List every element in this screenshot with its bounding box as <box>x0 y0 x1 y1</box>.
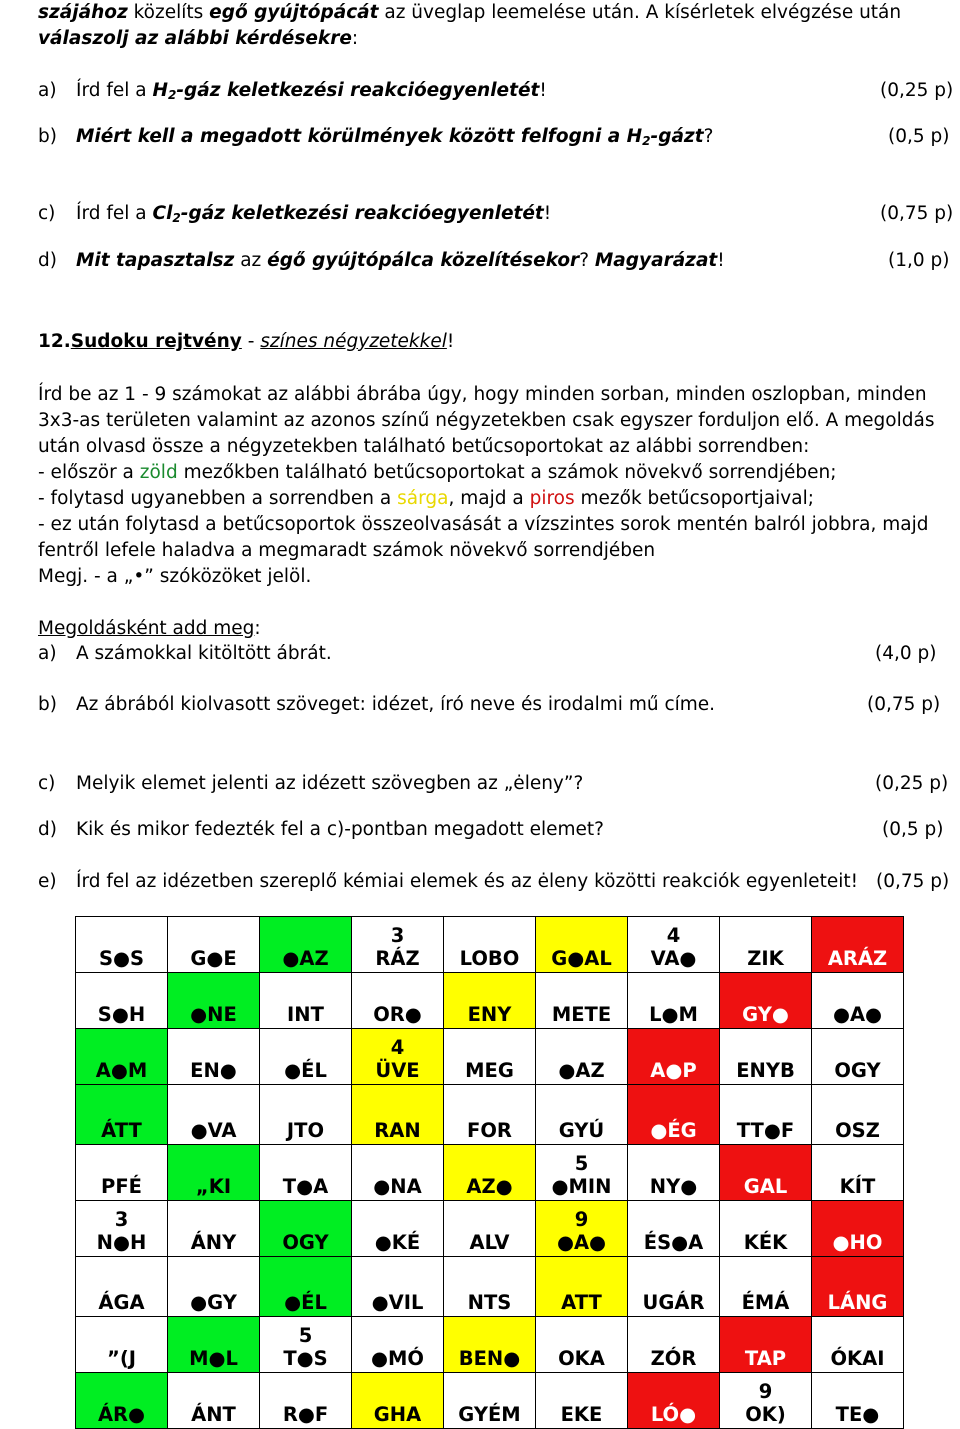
intro-line-1 <box>38 2 901 24</box>
item-text-part: Mit tapasztalsz <box>76 250 235 271</box>
cell-letters: OSZ <box>835 1119 880 1142</box>
sudoku-cell[interactable] <box>168 1085 260 1145</box>
sudoku-cell[interactable] <box>444 1145 536 1201</box>
sudoku-cell[interactable] <box>812 1317 904 1373</box>
sudoku-cell[interactable] <box>720 1145 812 1201</box>
sudoku-row <box>76 1145 904 1201</box>
cell-letters: LÓ● <box>650 1403 697 1426</box>
sudoku-cell[interactable] <box>168 1373 260 1429</box>
cell-letters: ●ÉL <box>284 1291 327 1314</box>
cell-letters: KÉK <box>743 1231 788 1254</box>
cell-letters: GAL <box>743 1175 788 1198</box>
cell-letters: ZIK <box>747 947 784 970</box>
intro-text: : <box>351 28 359 49</box>
item-text-part: 2 <box>642 134 651 148</box>
item-text <box>76 80 547 102</box>
solution-colon: : <box>254 618 261 639</box>
cell-letters: INT <box>287 1003 324 1026</box>
intro-text: az üveglap leemelése után. A kísérletek elvégzése után <box>378 2 902 23</box>
cell-letters: ÉMÁ <box>741 1291 790 1314</box>
instruction-line: Írd be az 1 - 9 számokat az alábbi ábrába úgy, hogy minden sorban, minden oszlopban, minden <box>38 384 927 405</box>
cell-letters: ●A● <box>832 1003 883 1026</box>
question-title: Sudoku rejtvény <box>70 331 242 352</box>
item-letter: d) <box>38 250 57 271</box>
sudoku-cell[interactable] <box>444 973 536 1029</box>
sudoku-cell[interactable] <box>352 917 444 973</box>
cell-letters: ENY <box>467 1003 512 1026</box>
cell-letters: ALV <box>469 1231 510 1254</box>
cell-letters: ●MÓ <box>371 1347 424 1370</box>
item-text-part: ! <box>539 80 547 101</box>
sudoku-row <box>76 1085 904 1145</box>
sudoku-cell[interactable] <box>536 1317 628 1373</box>
answer-text: Írd fel az idézetben szereplő kémiai elemek és az ėleny közötti reakciók egyenleteit! <box>76 871 859 892</box>
instruction-text: - először a <box>38 462 140 483</box>
sudoku-cell[interactable] <box>260 973 352 1029</box>
item-text-part: -gázt <box>650 126 704 147</box>
cell-letters: „KI <box>195 1175 232 1198</box>
sudoku-cell[interactable] <box>720 1257 812 1317</box>
answer-item <box>0 773 960 797</box>
cell-letters: ●NE <box>190 1003 237 1026</box>
item-text-part: -gáz keletkezési reakcióegyenletét <box>180 203 544 224</box>
sudoku-row <box>76 1373 904 1429</box>
yellow-word: sárga <box>397 488 449 509</box>
instruction-line-green <box>38 462 836 484</box>
cell-number: 4 <box>390 1036 405 1059</box>
cell-number: 4 <box>666 924 681 947</box>
sudoku-cell[interactable] <box>352 1317 444 1373</box>
cell-letters: OK) <box>745 1403 786 1426</box>
intro-text: közelíts <box>127 2 210 23</box>
sudoku-cell[interactable] <box>628 1257 720 1317</box>
cell-letters: TE● <box>835 1403 880 1426</box>
sudoku-cell[interactable] <box>812 1085 904 1145</box>
cell-letters: ●GY <box>190 1291 237 1314</box>
item-text <box>76 126 713 148</box>
sudoku-row <box>76 1029 904 1085</box>
answer-points: (0,75 p) <box>867 694 941 715</box>
answer-text: Kik és mikor fedezték fel a c)-pontban megadott elemet? <box>76 819 604 840</box>
sudoku-cell[interactable] <box>628 1317 720 1373</box>
answer-item <box>0 643 960 667</box>
sudoku-cell[interactable] <box>628 1029 720 1085</box>
question-11-item <box>0 80 960 104</box>
sudoku-cell[interactable] <box>536 1145 628 1201</box>
cell-letters: R●F <box>282 1403 329 1426</box>
cell-letters: M●L <box>189 1347 238 1370</box>
cell-letters: LÁNG <box>827 1291 888 1314</box>
sudoku-cell[interactable] <box>260 1201 352 1257</box>
cell-letters: G●AL <box>551 947 612 970</box>
intro-text: egő gyújtópácát <box>209 2 379 23</box>
cell-letters: N●H <box>96 1231 147 1254</box>
instruction-text: mezőkben található betűcsoportokat a számok növekvő sorrendjében; <box>177 462 837 483</box>
item-points: (0,75 p) <box>880 203 954 224</box>
item-text-part: ! <box>717 250 725 271</box>
sudoku-cell[interactable] <box>628 973 720 1029</box>
sudoku-row <box>76 917 904 973</box>
item-text <box>76 250 725 271</box>
sudoku-cell[interactable] <box>260 1317 352 1373</box>
cell-letters: OGY <box>834 1059 881 1082</box>
cell-letters: ARÁZ <box>827 947 888 970</box>
sudoku-cell[interactable] <box>628 917 720 973</box>
sudoku-cell[interactable] <box>168 917 260 973</box>
sudoku-cell[interactable] <box>812 1029 904 1085</box>
sudoku-cell[interactable] <box>444 1085 536 1145</box>
cell-letters: OR● <box>373 1003 422 1026</box>
sudoku-cell[interactable] <box>352 1373 444 1429</box>
item-text-part: 2 <box>167 88 177 102</box>
sudoku-cell[interactable] <box>260 1257 352 1317</box>
sudoku-cell[interactable] <box>444 1029 536 1085</box>
sudoku-cell[interactable] <box>168 1317 260 1373</box>
cell-letters: RÁZ <box>375 947 420 970</box>
cell-letters: GY● <box>742 1003 789 1026</box>
instruction-line-yellow-red <box>38 488 814 510</box>
item-letter: b) <box>38 126 57 147</box>
cell-letters: ÉS●A <box>643 1231 704 1254</box>
sudoku-cell[interactable] <box>260 1373 352 1429</box>
sudoku-cell[interactable] <box>812 1145 904 1201</box>
answer-item <box>0 694 960 718</box>
item-text-part: Miért kell a megadott körülmények között felfogni a H <box>76 126 643 147</box>
cell-letters: ●VA <box>190 1119 237 1142</box>
cell-letters: GYÉM <box>458 1403 521 1426</box>
sudoku-cell[interactable] <box>260 1085 352 1145</box>
cell-letters: OGY <box>282 1231 329 1254</box>
sudoku-cell[interactable] <box>352 1085 444 1145</box>
cell-letters: TT●F <box>736 1119 795 1142</box>
sudoku-cell[interactable] <box>720 1373 812 1429</box>
cell-letters: MEG <box>465 1059 514 1082</box>
intro-text: válaszolj az alábbi kérdésekre <box>38 28 352 49</box>
sudoku-cell[interactable] <box>260 1029 352 1085</box>
sudoku-cell[interactable] <box>76 1373 168 1429</box>
sudoku-cell[interactable] <box>536 917 628 973</box>
cell-letters: A●P <box>650 1059 697 1082</box>
cell-letters: T●A <box>282 1175 329 1198</box>
sudoku-cell[interactable] <box>720 917 812 973</box>
cell-letters: ÁTT <box>101 1119 142 1142</box>
sudoku-cell[interactable] <box>76 1257 168 1317</box>
cell-letters: ÁNY <box>190 1231 237 1254</box>
instruction-line: fentről lefele haladva a megmaradt számok növekvő sorrendjében <box>38 540 656 561</box>
sudoku-cell[interactable] <box>536 1201 628 1257</box>
sudoku-cell[interactable] <box>812 973 904 1029</box>
intro-text: szájához <box>38 2 128 23</box>
cell-letters: ”(J <box>107 1347 136 1370</box>
cell-letters: EKE <box>560 1403 603 1426</box>
cell-letters: RAN <box>374 1119 421 1142</box>
sudoku-cell[interactable] <box>444 1373 536 1429</box>
sudoku-row <box>76 1317 904 1373</box>
cell-letters: ●NA <box>373 1175 422 1198</box>
answer-points: (0,25 p) <box>875 773 949 794</box>
answer-text: Melyik elemet jelenti az idézett szövegben az „ėleny”? <box>76 773 584 794</box>
question-11-item <box>0 126 960 150</box>
sudoku-cell[interactable] <box>812 1373 904 1429</box>
question-excl: ! <box>446 331 455 352</box>
sudoku-cell[interactable] <box>444 1201 536 1257</box>
sudoku-cell[interactable] <box>76 973 168 1029</box>
solution-label: Megoldásként add meg <box>38 618 255 639</box>
cell-letters: FOR <box>467 1119 512 1142</box>
item-text-part: ! <box>543 203 552 224</box>
item-text-part: ? <box>579 250 595 271</box>
sudoku-cell[interactable] <box>168 1201 260 1257</box>
question-subtitle: színes négyzetekkel <box>260 331 447 352</box>
sudoku-row <box>76 1257 904 1317</box>
sudoku-cell[interactable] <box>536 1029 628 1085</box>
cell-letters: ●KÉ <box>374 1231 421 1254</box>
sudoku-row <box>76 973 904 1029</box>
sudoku-cell[interactable] <box>536 1373 628 1429</box>
cell-letters: VA● <box>650 947 697 970</box>
cell-letters: ATT <box>561 1291 602 1314</box>
cell-letters: T●S <box>283 1347 328 1370</box>
sudoku-cell[interactable] <box>720 973 812 1029</box>
cell-letters: EN● <box>190 1059 237 1082</box>
sudoku-cell[interactable] <box>352 1145 444 1201</box>
sudoku-cell[interactable] <box>444 917 536 973</box>
question-12-heading <box>38 331 454 353</box>
answer-text: A számokkal kitöltött ábrát. <box>76 643 332 664</box>
cell-letters: S●S <box>98 947 145 970</box>
item-letter: c) <box>38 203 56 224</box>
cell-letters: ●VIL <box>371 1291 424 1314</box>
cell-letters: ENYB <box>736 1059 795 1082</box>
sudoku-cell[interactable] <box>76 1085 168 1145</box>
answer-item <box>0 819 960 843</box>
cell-number: 9 <box>574 1208 589 1231</box>
cell-letters: ●AZ <box>558 1059 605 1082</box>
instruction-line: - ez után folytasd a betűcsoportok összeolvasását a vízszintes sorok mentén balról jobbra, majd <box>38 514 929 535</box>
item-points: (0,5 p) <box>888 126 950 147</box>
sudoku-cell[interactable] <box>352 1201 444 1257</box>
sudoku-cell[interactable] <box>444 1257 536 1317</box>
cell-letters: UGÁR <box>642 1291 705 1314</box>
question-11-item <box>0 250 960 274</box>
item-points: (1,0 p) <box>888 250 950 271</box>
item-text-part: 2 <box>172 211 181 225</box>
item-letter: a) <box>38 80 57 101</box>
sudoku-cell[interactable] <box>444 1317 536 1373</box>
item-text-part: ? <box>703 126 714 147</box>
sudoku-cell[interactable] <box>260 1145 352 1201</box>
question-title-dash: - <box>241 331 261 352</box>
cell-letters: NTS <box>467 1291 512 1314</box>
answer-letter: a) <box>38 643 57 664</box>
sudoku-cell[interactable] <box>628 1145 720 1201</box>
cell-letters: ●MIN <box>551 1175 612 1198</box>
cell-letters: ÁR● <box>97 1403 146 1426</box>
answer-letter: b) <box>38 694 57 715</box>
sudoku-cell[interactable] <box>260 917 352 973</box>
sudoku-cell[interactable] <box>352 1257 444 1317</box>
cell-letters: ÁNT <box>191 1403 236 1426</box>
sudoku-cell[interactable] <box>76 1029 168 1085</box>
cell-letters: ÁGA <box>98 1291 145 1314</box>
solution-label-line <box>38 618 261 640</box>
item-text-part: -gáz keletkezési reakcióegyenletét <box>176 80 540 101</box>
sudoku-cell[interactable] <box>536 1257 628 1317</box>
item-text-part: Cl <box>152 203 173 224</box>
cell-letters: A●M <box>95 1059 148 1082</box>
sudoku-cell[interactable] <box>812 1201 904 1257</box>
sudoku-cell[interactable] <box>76 917 168 973</box>
green-word: zöld <box>139 462 178 483</box>
sudoku-cell[interactable] <box>720 1085 812 1145</box>
cell-letters: G●E <box>190 947 237 970</box>
cell-letters: AZ● <box>466 1175 513 1198</box>
cell-letters: ●A● <box>556 1231 607 1254</box>
sudoku-cell[interactable] <box>628 1201 720 1257</box>
cell-letters: BEN● <box>458 1347 521 1370</box>
sudoku-cell[interactable] <box>812 917 904 973</box>
cell-number: 5 <box>574 1152 589 1175</box>
instruction-text: - folytasd ugyanebben a sorrendben a <box>38 488 398 509</box>
cell-letters: ●HO <box>832 1231 883 1254</box>
answer-letter: d) <box>38 819 57 840</box>
sudoku-cell[interactable] <box>720 1029 812 1085</box>
cell-letters: L●M <box>649 1003 698 1026</box>
sudoku-cell[interactable] <box>168 1257 260 1317</box>
cell-letters: JTO <box>286 1119 325 1142</box>
cell-number: 3 <box>390 924 405 947</box>
answer-text: Az ábrából kiolvasott szöveget: idézet, író neve és irodalmi mű címe. <box>76 694 716 715</box>
cell-letters: LOBO <box>459 947 520 970</box>
cell-letters: GHA <box>373 1403 422 1426</box>
cell-letters: KÍT <box>839 1175 876 1198</box>
red-word: piros <box>529 488 575 509</box>
item-text <box>76 203 551 225</box>
sudoku-row <box>76 1201 904 1257</box>
cell-letters: METE <box>551 1003 612 1026</box>
sudoku-cell[interactable] <box>76 1145 168 1201</box>
cell-letters: ÓKAI <box>830 1347 885 1370</box>
item-text-part: Írd fel a <box>76 203 153 224</box>
sudoku-cell[interactable] <box>628 1373 720 1429</box>
cell-letters: TAP <box>744 1347 787 1370</box>
cell-number: 9 <box>758 1380 773 1403</box>
sudoku-cell[interactable] <box>168 1145 260 1201</box>
answer-letter: e) <box>38 871 57 892</box>
instruction-line: Megj. - a „•” szóközöket jelöl. <box>38 566 312 587</box>
item-text-part: az <box>234 250 268 271</box>
item-points: (0,25 p) <box>880 80 954 101</box>
sudoku-cell[interactable] <box>168 1029 260 1085</box>
sudoku-cell[interactable] <box>536 973 628 1029</box>
sudoku-cell[interactable] <box>628 1085 720 1145</box>
cell-number: 5 <box>298 1324 313 1347</box>
sudoku-cell[interactable] <box>168 973 260 1029</box>
sudoku-cell[interactable] <box>76 1317 168 1373</box>
item-text-part: égő gyújtópálca közelítésekor <box>267 250 580 271</box>
sudoku-cell[interactable] <box>352 973 444 1029</box>
cell-letters: NY● <box>649 1175 698 1198</box>
cell-letters: S●H <box>97 1003 146 1026</box>
instruction-line: 3x3-as területen valamint az azonos színű négyzetekben csak egyszer forduljon elő. A megoldás <box>38 410 935 431</box>
item-text-part: Írd fel a <box>76 80 153 101</box>
answer-points: (0,5 p) <box>882 819 944 840</box>
cell-letters: PFÉ <box>101 1175 142 1198</box>
sudoku-cell[interactable] <box>76 1201 168 1257</box>
cell-letters: GYÚ <box>558 1119 605 1142</box>
answer-points: (4,0 p) <box>875 643 937 664</box>
sudoku-cell[interactable] <box>720 1201 812 1257</box>
sudoku-cell[interactable] <box>352 1029 444 1085</box>
question-11-item <box>0 203 960 227</box>
item-text-part: Magyarázat <box>594 250 718 271</box>
sudoku-cell[interactable] <box>536 1085 628 1145</box>
cell-letters: ●ÉL <box>284 1059 327 1082</box>
instruction-text: mezők betűcsoportjaival; <box>574 488 814 509</box>
instruction-line: után olvasd össze a négyzetekben található betűcsoportokat az alábbi sorrendben: <box>38 436 810 457</box>
cell-number: 3 <box>114 1208 129 1231</box>
item-text-part: H <box>152 80 168 101</box>
answer-points: (0,75 p) <box>876 871 950 892</box>
answer-item <box>0 871 960 895</box>
cell-letters: ●ÉG <box>650 1119 697 1142</box>
sudoku-cell[interactable] <box>812 1257 904 1317</box>
cell-letters: ZÓR <box>650 1347 697 1370</box>
cell-letters: ÜVE <box>375 1059 420 1082</box>
cell-letters: OKA <box>558 1347 605 1370</box>
sudoku-cell[interactable] <box>720 1317 812 1373</box>
cell-letters: ●AZ <box>282 947 329 970</box>
answer-letter: c) <box>38 773 56 794</box>
sudoku-grid <box>75 916 904 1429</box>
question-number: 12. <box>38 331 71 352</box>
intro-line-2 <box>38 28 358 50</box>
instruction-text: , majd a <box>448 488 530 509</box>
